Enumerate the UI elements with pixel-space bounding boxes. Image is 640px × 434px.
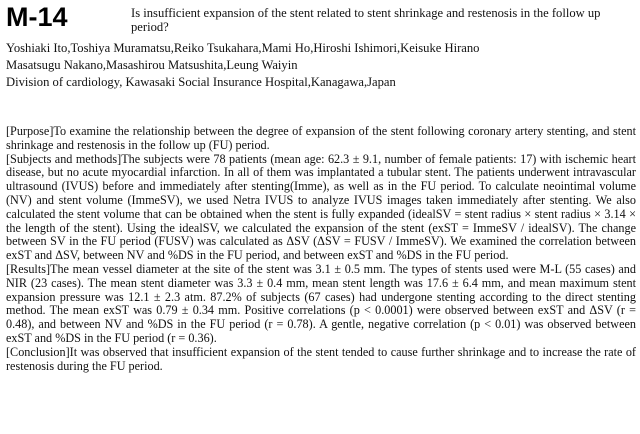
purpose-heading: [Purpose] <box>6 124 54 138</box>
conclusion-section <box>6 346 636 374</box>
methods-heading: [Subjects and methods] <box>6 151 122 166</box>
abstract-title: Is insufficient expansion of the stent related to stent shrinkage and restenosis in the follow up period? <box>131 6 601 34</box>
purpose-section <box>6 125 636 153</box>
methods-section <box>6 153 636 263</box>
abstract-body <box>6 125 636 373</box>
conclusion-heading: [Conclusion] <box>6 344 70 359</box>
author-line-2: Masatsugu Nakano,Masashirou Matsushita,Leung Waiyin <box>6 58 298 72</box>
results-section <box>6 263 636 346</box>
abstract-code: M-14 <box>6 2 68 32</box>
purpose-text: To examine the relationship between the degree of expansion of the stent following coronary artery stenting, and stent shrinkage and restenosis in the follow up (FU) period. <box>6 124 636 152</box>
results-text: The mean vessel diameter at the site of the stent was 3.1 ± 0.5 mm. The types of stents used were M-L (55 cases) and NIR (23 cases). The mean stent diameter was 3.3 ± 0.4 mm, mean stent length was 17.6 ± 6.4 mm, and mean maximum stent expansion pressure was 12.1 ± 2.3 atm. 87.2% of subjects (67 cases) had undergone stenting according to the direct stenting method. The mean exST was 0.79 ± 0.34 mm. Positive correlations (p < 0.0001) were observed between exST and ΔSV (r = 0.48), and between NV and %DS in the FU period (r = 0.78). A gentle, negative correlation (p < 0.01) was observed between exST and %DS in the FU period (r = 0.36). <box>6 261 636 345</box>
conclusion-text: It was observed that insufficient expansion of the stent tended to cause further shrinkage and to increase the rate of restenosis during the FU period. <box>6 344 636 373</box>
affiliation: Division of cardiology, Kawasaki Social Insurance Hospital,Kanagawa,Japan <box>6 75 396 89</box>
methods-text: The subjects were 78 patients (mean age: 62.3 ± 9.1, number of female patients: 17) with ischemic heart disease, but no acute myocardial infarction. In all of them was implantated a tubular stent. The patients underwent intravascular ultrasound (IVUS) before and immediately after stenting(Imme), as well as in the FU period. To calculate neointimal volume (NV) and stent volume (ImmeSV), we used Netra IVUS to analyze IVUS images taken immediately after stenting. We also calculated the stent volume that can be obtained when the stent is fully expanded (idealSV = stent radius × stent radius × 3.14 × the length of the stent). Using the idealSV, we calculated the expansion of the stent (exST = ImmeSV / idealSV). The change between SV in the FU period (FUSV) was calculated as ΔSV (ΔSV = FUSV / ImmeSV). We examined the correlation between exST and ΔSV, between NV and %DS in the FU period, and between exST and %DS in the FU period. <box>6 151 636 263</box>
results-heading: [Results] <box>6 261 51 276</box>
author-block <box>6 40 634 91</box>
author-line-1: Yoshiaki Ito,Toshiya Muramatsu,Reiko Tsukahara,Mami Ho,Hiroshi Ishimori,Keisuke Hirano <box>6 41 480 55</box>
